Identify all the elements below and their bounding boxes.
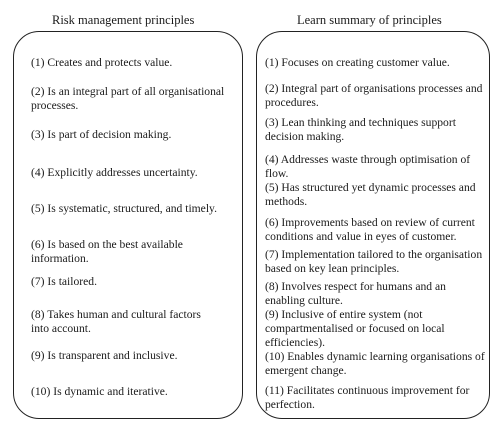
risk-management-principles-box (13, 31, 243, 419)
risk-principle-10: (10) Is dynamic and iterative. (31, 385, 168, 398)
lean-principle-7: (7) Implementation tailored to the organisation based on key lean principles. (265, 248, 483, 275)
risk-management-title: Risk management principles (52, 13, 195, 27)
lean-principle-6: (6) Improvements based on review of current conditions and value in eyes of customer. (265, 216, 475, 243)
risk-principle-1: (1) Creates and protects value. (31, 56, 173, 69)
lean-principle-8: (8) Involves respect for humans and an enabling culture. (265, 280, 446, 307)
lean-principle-5: (5) Has structured yet dynamic processes and methods. (265, 181, 476, 208)
risk-principle-6: (6) Is based on the best available information. (31, 238, 183, 265)
lean-principle-1: (1) Focuses on creating customer value. (265, 56, 450, 69)
risk-principle-2: (2) Is an integral part of all organisational processes. (31, 85, 225, 112)
risk-principle-4: (4) Explicitly addresses uncertainty. (31, 166, 198, 179)
risk-principle-8: (8) Takes human and cultural factors into account. (31, 308, 201, 335)
lean-principle-3: (3) Lean thinking and techniques support decision making. (265, 116, 456, 143)
lean-principle-10: (10) Enables dynamic learning organisations of emergent change. (265, 350, 485, 377)
risk-principle-7: (7) Is tailored. (31, 275, 97, 288)
lean-principle-11: (11) Facilitates continuous improvement for perfection. (265, 384, 470, 411)
lean-principle-9: (9) Inclusive of entire system (not compartmentalised or focused on local efficiencies). (265, 308, 445, 349)
risk-principle-5: (5) Is systematic, structured, and timely. (31, 202, 217, 215)
lean-principle-2: (2) Integral part of organisations processes and procedures. (265, 82, 483, 109)
lean-summary-title: Learn summary of principles (297, 13, 442, 27)
risk-principle-9: (9) Is transparent and inclusive. (31, 349, 178, 362)
lean-principle-4: (4) Addresses waste through optimisation of flow. (265, 153, 471, 180)
lean-summary-principles-box (256, 31, 490, 419)
risk-principle-3: (3) Is part of decision making. (31, 128, 172, 141)
